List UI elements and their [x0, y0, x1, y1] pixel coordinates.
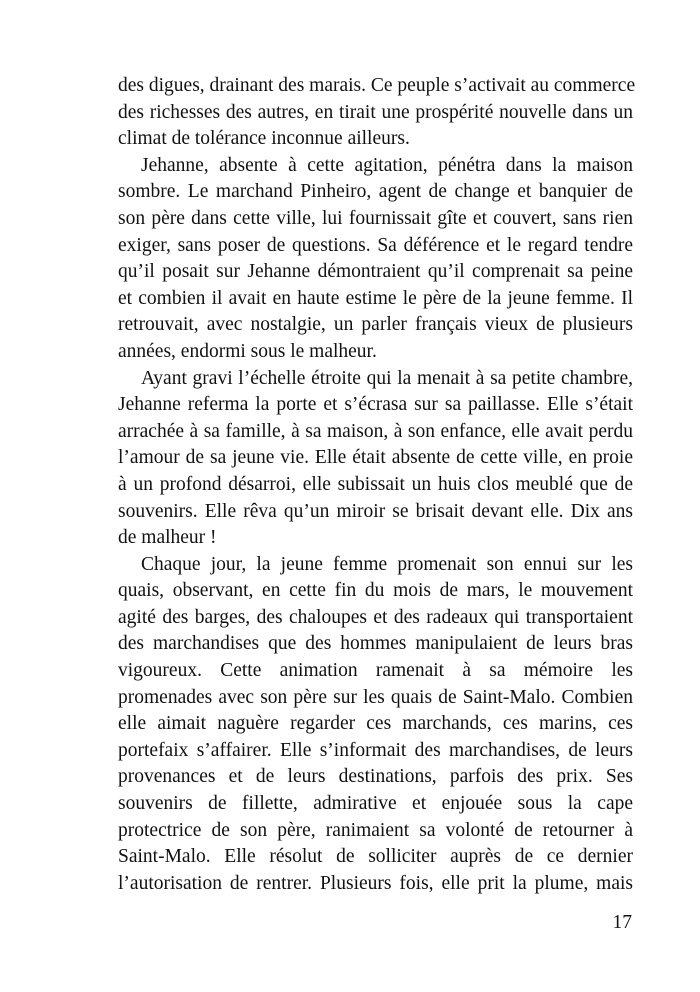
text-line: Jehanne, absente à cette agitation, pénétra dans la maison: [141, 154, 633, 176]
text-line: Ayant gravi l’échelle étroite qui la menait à sa petite chambre,: [141, 367, 633, 389]
text-line: à un profond désarroi, elle subissait un huis clos meublé que de: [118, 473, 633, 495]
text-line: climat de tolérance inconnue ailleurs.: [118, 128, 410, 150]
text-line: de malheur !: [118, 527, 217, 549]
text-line: souvenirs de fillette, admirative et enjouée sous la cape: [118, 793, 633, 815]
text-line: exiger, sans poser de questions. Sa déférence et le regard tendre: [118, 234, 633, 256]
text-line: des richesses des autres, en tirait une prospérité nouvelle dans un: [118, 101, 633, 123]
text-line: Saint-Malo. Elle résolut de solliciter auprès de ce dernier: [118, 846, 633, 868]
text-line: retrouvait, avec nostalgie, un parler français vieux de plusieurs: [118, 314, 633, 336]
text-line: l’autorisation de rentrer. Plusieurs fois, elle prit la plume, mais: [118, 872, 633, 894]
text-line: vigoureux. Cette animation ramenait à sa mémoire les: [118, 660, 633, 682]
text-line: Jehanne referma la porte et s’écrasa sur sa paillasse. Elle s’était: [118, 394, 633, 416]
text-line: agité des barges, des chaloupes et des radeaux qui transportaient: [118, 606, 633, 628]
text-line: des marchandises que des hommes manipulaient de leurs bras: [118, 633, 633, 655]
paragraph: [118, 366, 633, 552]
text-line: elle aimait naguère regarder ces marchands, ces marins, ces: [118, 713, 633, 735]
paragraph: [118, 73, 636, 153]
text-line: portefaix s’affairer. Elle s’informait des marchandises, de leurs: [118, 739, 633, 761]
text-line: qu’il posait sur Jehanne démontraient qu’il comprenait sa peine: [118, 261, 633, 283]
text-line: arrachée à sa famille, à sa maison, à son enfance, elle avait perdu: [118, 420, 633, 442]
text-line: années, endormi sous le malheur.: [118, 340, 377, 362]
text-line: et combien il avait en haute estime le père de la jeune femme. Il: [118, 287, 633, 309]
text-line: provenances et de leurs destinations, parfois des prix. Ses: [118, 766, 633, 788]
text-line: l’amour de sa jeune vie. Elle était absente de cette ville, en proie: [118, 447, 633, 469]
text-line: quais, observant, en cette fin du mois de mars, le mouvement: [118, 580, 633, 602]
paragraph: [118, 552, 633, 898]
text-line: protectrice de son père, ranimaient sa volonté de retourner à: [118, 819, 633, 841]
text-line: Chaque jour, la jeune femme promenait son ennui sur les: [141, 553, 633, 575]
page-number: 17: [612, 912, 632, 933]
text-line: des digues, drainant des marais. Ce peuple s’activait au commerce: [118, 75, 636, 96]
paragraph: [118, 153, 633, 366]
text-line: son père dans cette ville, lui fournissait gîte et couvert, sans rien: [118, 207, 633, 229]
page-body: [118, 73, 636, 897]
text-line: sombre. Le marchand Pinheiro, agent de change et banquier de: [118, 181, 633, 203]
text-line: souvenirs. Elle rêva qu’un miroir se brisait devant elle. Dix ans: [118, 500, 633, 522]
text-line: promenades avec son père sur les quais de Saint-Malo. Combien: [118, 686, 633, 708]
